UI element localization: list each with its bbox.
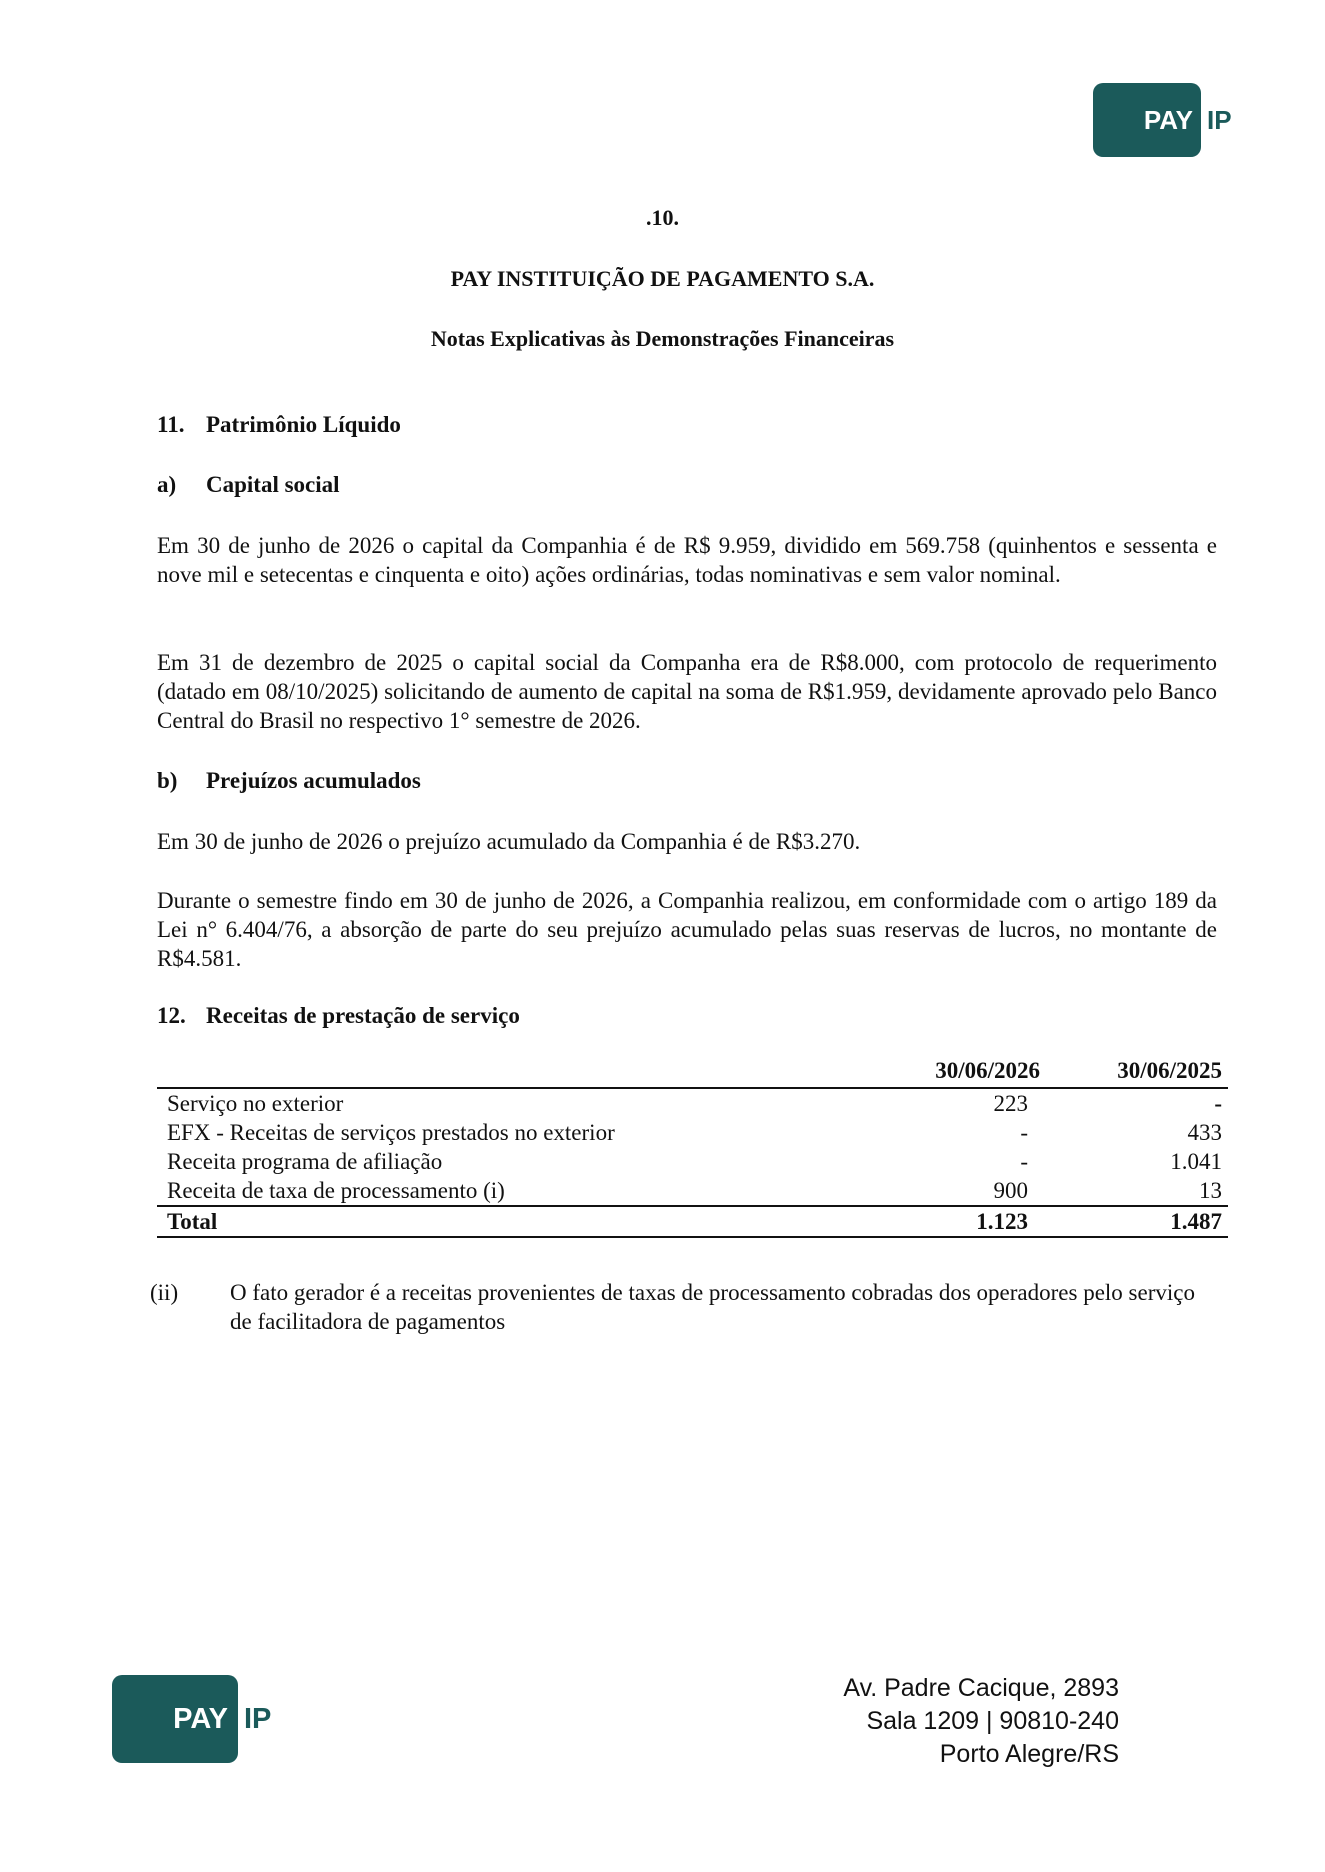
total-label: Total [157,1206,882,1237]
table-header-row [157,1056,1228,1088]
document-subtitle: Notas Explicativas às Demonstrações Financeiras [430,326,895,351]
table-row [157,1176,1228,1206]
row-label: EFX - Receitas de serviços prestados no exterior [167,1120,615,1145]
row-value-2025: 1.041 [1170,1149,1222,1174]
section-title: Receitas de prestação de serviço [206,1003,520,1028]
header-logo [1093,83,1232,157]
page-number: .10. [646,205,679,230]
total-value-2025: 1.487 [1046,1206,1228,1237]
row-value-2026: 223 [993,1091,1028,1116]
paragraph-capital-2: Em 31 de dezembro de 2025 o capital social da Companha era de R$8.000, com protocolo de requerimento (datado em 08/10/2025) solicitando de aumento de capital na soma de R$1.959, devidamente aprovado pelo Banco Central do Brasil no respectivo 1° semestre de 2026. [157,650,1217,733]
address-line-1: Av. Padre Cacique, 2893 [843,1674,1119,1702]
section-12-heading [157,1003,520,1029]
footnote-text: O fato gerador é a receitas provenientes de taxas de processamento cobradas dos operadores pelo serviço de facilitadora de pagamentos [230,1280,1195,1334]
logo-pay-text: PAY [1143,104,1193,135]
logo-pay-text: PAY [173,1702,228,1735]
footnote [150,1278,1210,1336]
row-value-2026: - [1020,1120,1028,1145]
section-11-heading [157,412,401,438]
row-value-2025: 13 [1199,1178,1222,1203]
logo-pay-box [1093,83,1201,157]
paragraph-losses-2: Durante o semestre findo em 30 de junho de 2026, a Companhia realizou, em conformidade com o artigo 189 da Lei n° 6.404/76, a absorção de parte do seu prejuízo acumulado pelas suas reservas de lucros, no montante de R$4.581. [157,888,1217,971]
section-11a-heading [157,472,340,498]
table-row [157,1118,1228,1147]
table-row [157,1088,1228,1118]
logo-pay-box [112,1675,238,1763]
company-name: PAY INSTITUIÇÃO DE PAGAMENTO S.A. [450,266,875,291]
row-label: Receita de taxa de processamento (i) [167,1178,505,1203]
row-label: Serviço no exterior [167,1091,344,1116]
section-number: b) [157,768,178,793]
row-value-2025: - [1214,1091,1222,1116]
section-number: a) [157,472,177,497]
table-row [157,1147,1228,1176]
section-number: 11. [157,412,185,437]
row-label: Receita programa de afiliação [167,1149,443,1174]
column-header-2026: 30/06/2026 [882,1056,1046,1088]
paragraph-losses-1: Em 30 de junho de 2026 o prejuízo acumulado da Companhia é de R$3.270. [157,829,861,854]
row-value-2025: 433 [1187,1120,1222,1145]
paragraph-capital-1: Em 30 de junho de 2026 o capital da Companhia é de R$ 9.959, dividido em 569.758 (quinhentos e sessenta e nove mil e setecentas e cinquenta e oito) ações ordinárias, todas nominativas e sem valor nominal. [157,533,1217,587]
address-line-2: Sala 1209 | 90810-240 [866,1707,1119,1735]
table-total-row [157,1206,1228,1237]
row-value-2026: 900 [993,1178,1028,1203]
footnote-marker: (ii) [150,1280,179,1305]
logo-ip-text: IP [1207,104,1232,135]
section-title: Capital social [206,472,340,497]
address-line-3: Porto Alegre/RS [939,1740,1119,1768]
section-title: Patrimônio Líquido [206,412,401,437]
section-number: 12. [157,1003,186,1028]
column-header-2025: 30/06/2025 [1046,1056,1228,1088]
logo-ip-text: IP [244,1702,272,1735]
row-value-2026: - [1020,1149,1028,1174]
footer-address [843,1672,1119,1771]
section-11b-heading [157,768,421,794]
section-title: Prejuízos acumulados [206,768,421,793]
revenue-table [157,1056,1228,1238]
footer-logo [112,1675,271,1763]
total-value-2026: 1.123 [882,1206,1046,1237]
